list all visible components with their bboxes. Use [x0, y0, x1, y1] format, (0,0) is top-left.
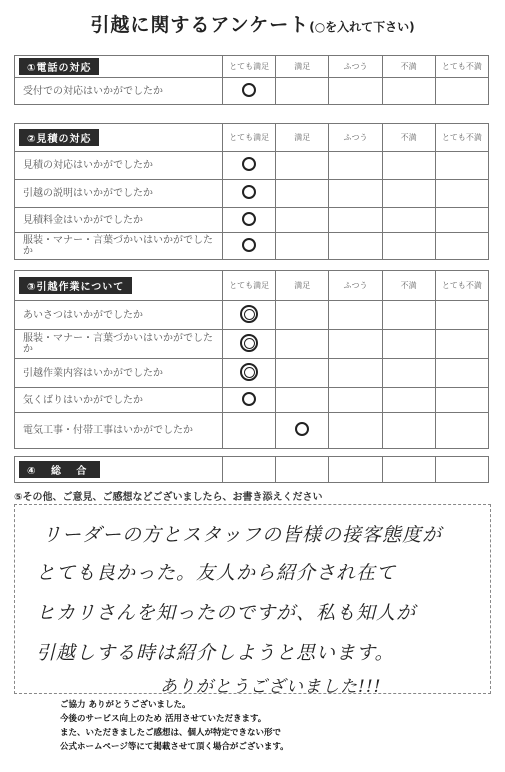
answer-cell[interactable] [223, 359, 276, 388]
answer-cell[interactable] [435, 388, 488, 413]
answer-cell[interactable] [276, 78, 329, 105]
answer-cell[interactable] [276, 330, 329, 359]
answer-cell[interactable] [223, 413, 276, 449]
double-circle-mark-icon [240, 363, 258, 381]
section-header: ③引越作業について [15, 271, 223, 301]
answer-cell[interactable] [435, 301, 488, 330]
circle-mark-icon [242, 212, 256, 226]
circle-mark-icon [242, 185, 256, 199]
col-satisfied: 満足 [276, 124, 329, 152]
answer-cell[interactable] [223, 301, 276, 330]
handwritten-line-1: リーダーの方とスタッフの皆様の接客態度が [42, 524, 443, 546]
col-normal: ふつう [329, 271, 382, 301]
survey-title-note: (○を入れて下さい) [309, 20, 415, 34]
section-header-row [15, 271, 489, 301]
question-row [15, 233, 489, 260]
total-header: ④ 総 合 [15, 457, 223, 483]
section-phone-table [14, 55, 489, 105]
answer-cell[interactable] [435, 330, 488, 359]
answer-cell[interactable] [329, 457, 382, 483]
col-very-satisfied: とても満足 [223, 56, 276, 78]
question-label: 服装・マナー・言葉づかいはいかがでしたか [15, 330, 223, 359]
section-header: ②見積の対応 [15, 124, 223, 152]
question-row [15, 301, 489, 330]
comments-label: ⑤その他、ご意見、ご感想などございましたら、お書き添えください [14, 492, 323, 503]
question-row [15, 413, 489, 449]
answer-cell[interactable] [435, 413, 488, 449]
circle-mark-icon [242, 392, 256, 406]
answer-cell[interactable] [382, 78, 435, 105]
answer-cell[interactable] [329, 301, 382, 330]
handwritten-line-2: とても良かった。友人から紹介され在て [36, 562, 397, 584]
total-row [15, 457, 489, 483]
handwritten-line-5: ありがとうございました!!! [160, 677, 382, 697]
section-moving-work-table [14, 270, 489, 449]
circle-mark-icon [242, 83, 256, 97]
col-dissatisfied: 不満 [382, 124, 435, 152]
answer-cell[interactable] [223, 208, 276, 233]
col-very-dissatisfied: とても不満 [435, 124, 488, 152]
answer-cell[interactable] [329, 330, 382, 359]
answer-cell[interactable] [435, 457, 488, 483]
circle-mark-icon [242, 238, 256, 252]
answer-cell[interactable] [223, 152, 276, 180]
question-row [15, 152, 489, 180]
double-circle-mark-icon [240, 334, 258, 352]
col-very-dissatisfied: とても不満 [435, 271, 488, 301]
question-label: あいさつはいかがでしたか [15, 301, 223, 330]
answer-cell[interactable] [223, 330, 276, 359]
col-very-satisfied: とても満足 [223, 271, 276, 301]
answer-cell[interactable] [435, 180, 488, 208]
answer-cell[interactable] [223, 78, 276, 105]
answer-cell[interactable] [435, 233, 488, 260]
question-row [15, 330, 489, 359]
answer-cell[interactable] [382, 180, 435, 208]
col-normal: ふつう [329, 124, 382, 152]
answer-cell[interactable] [276, 388, 329, 413]
answer-cell[interactable] [435, 152, 488, 180]
col-normal: ふつう [329, 56, 382, 78]
circle-mark-icon [295, 422, 309, 436]
answer-cell[interactable] [382, 301, 435, 330]
answer-cell[interactable] [382, 233, 435, 260]
answer-cell[interactable] [435, 359, 488, 388]
answer-cell[interactable] [276, 180, 329, 208]
answer-cell[interactable] [382, 359, 435, 388]
question-row [15, 359, 489, 388]
answer-cell[interactable] [276, 301, 329, 330]
footer-notes [60, 698, 289, 754]
question-label: 気くばりはいかがでしたか [15, 388, 223, 413]
answer-cell[interactable] [329, 359, 382, 388]
answer-cell[interactable] [276, 233, 329, 260]
circle-mark-icon [242, 157, 256, 171]
answer-cell[interactable] [276, 152, 329, 180]
answer-cell[interactable] [329, 208, 382, 233]
footer-line: 今後のサービス向上のため 活用させていただきます。 [60, 714, 267, 724]
handwritten-line-4: 引越しする時は紹介しようと思います。 [36, 642, 395, 664]
col-very-satisfied: とても満足 [223, 124, 276, 152]
section-total-table [14, 456, 489, 483]
answer-cell[interactable] [382, 413, 435, 449]
answer-cell[interactable] [329, 233, 382, 260]
footer-line: ご協力 ありがとうございました。 [60, 700, 191, 710]
col-very-dissatisfied: とても不満 [435, 56, 488, 78]
answer-cell[interactable] [435, 78, 488, 105]
survey-title [0, 10, 505, 37]
col-dissatisfied: 不満 [382, 56, 435, 78]
col-dissatisfied: 不満 [382, 271, 435, 301]
section-estimate-table [14, 123, 489, 260]
question-label: 引越作業内容はいかがでしたか [15, 359, 223, 388]
section-header: ①電話の対応 [15, 56, 223, 78]
question-row [15, 208, 489, 233]
double-circle-mark-icon [240, 305, 258, 323]
answer-cell[interactable] [329, 388, 382, 413]
question-row [15, 388, 489, 413]
section-header-row [15, 124, 489, 152]
answer-cell[interactable] [223, 388, 276, 413]
footer-line: また、いただきましたご感想は、個人が特定できない形で [60, 728, 282, 738]
answer-cell[interactable] [276, 413, 329, 449]
answer-cell[interactable] [223, 233, 276, 260]
question-label: 見積の対応はいかがでしたか [15, 152, 223, 180]
question-row [15, 78, 489, 105]
answer-cell[interactable] [329, 152, 382, 180]
col-satisfied: 満足 [276, 56, 329, 78]
answer-cell[interactable] [276, 457, 329, 483]
answer-cell[interactable] [329, 413, 382, 449]
answer-cell[interactable] [382, 330, 435, 359]
question-label: 見積料金はいかがでしたか [15, 208, 223, 233]
answer-cell[interactable] [329, 180, 382, 208]
question-label: 受付での対応はいかがでしたか [15, 78, 223, 105]
answer-cell[interactable] [223, 457, 276, 483]
question-label: 電気工事・付帯工事はいかがでしたか [15, 413, 223, 449]
survey-title-main: 引越に関するアンケート [90, 14, 310, 36]
answer-cell[interactable] [382, 388, 435, 413]
handwritten-line-3: ヒカリさんを知ったのですが、私も知人が [36, 602, 417, 624]
footer-line: 公式ホームページ等にて掲載させて頂く場合がございます。 [60, 742, 289, 752]
answer-cell[interactable] [276, 208, 329, 233]
question-row [15, 180, 489, 208]
answer-cell[interactable] [435, 208, 488, 233]
answer-cell[interactable] [382, 152, 435, 180]
section-header-row [15, 56, 489, 78]
answer-cell[interactable] [329, 78, 382, 105]
question-label: 引越の説明はいかがでしたか [15, 180, 223, 208]
answer-cell[interactable] [382, 457, 435, 483]
col-satisfied: 満足 [276, 271, 329, 301]
answer-cell[interactable] [276, 359, 329, 388]
answer-cell[interactable] [223, 180, 276, 208]
answer-cell[interactable] [382, 208, 435, 233]
question-label: 服装・マナー・言葉づかいはいかがでしたか [15, 233, 223, 260]
